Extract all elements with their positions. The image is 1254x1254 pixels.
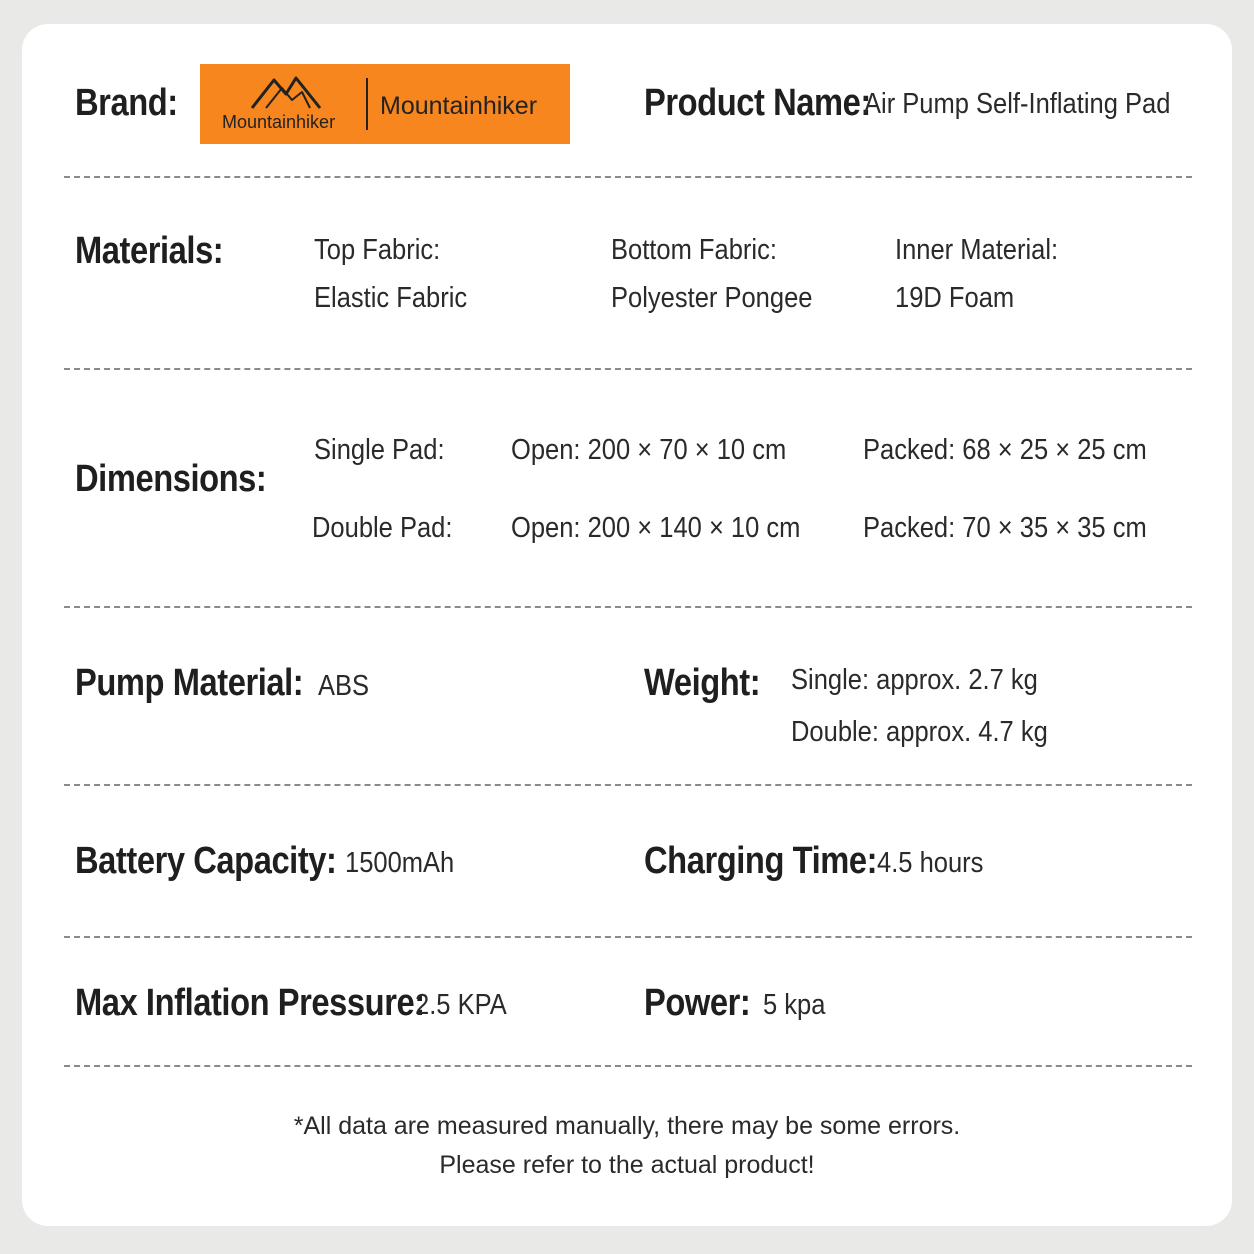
mountain-icon [248,72,324,112]
dimensions-label: Dimensions: [75,458,267,500]
dimension-name: Double Pad: [312,512,453,544]
spec-card [22,24,1232,1226]
charging-time-label: Charging Time: [644,840,878,882]
weight-single: Single: approx. 2.7 kg [791,664,1038,696]
material-value: 19D Foam [895,282,1015,314]
dimension-packed: Packed: 68 × 25 × 25 cm [863,434,1147,466]
max-inflation-pressure-value: 2.5 KPA [415,989,507,1021]
weight-double: Double: approx. 4.7 kg [791,716,1048,748]
logo-big-text: Mountainhiker [380,92,538,120]
power-value: 5 kpa [763,989,826,1021]
dimension-packed: Packed: 70 × 35 × 35 cm [863,512,1147,544]
pump-material-label: Pump Material: [75,662,304,704]
materials-label: Materials: [75,230,224,272]
divider [64,784,1192,786]
product-name-label: Product Name: [644,82,871,124]
divider [64,936,1192,938]
divider [64,368,1192,370]
power-label: Power: [644,982,751,1024]
material-value: Polyester Pongee [611,282,813,314]
divider [64,176,1192,178]
material-name: Top Fabric: [314,234,441,266]
dimension-name: Single Pad: [314,434,445,466]
battery-capacity-value: 1500mAh [345,847,455,879]
brand-logo [200,64,570,144]
footnote-line-2: Please refer to the actual product! [439,1151,815,1179]
pump-material-value: ABS [318,670,370,702]
logo-divider [366,78,368,130]
material-name: Inner Material: [895,234,1059,266]
battery-capacity-label: Battery Capacity: [75,840,337,882]
divider [64,1065,1192,1067]
dimension-open: Open: 200 × 70 × 10 cm [511,434,787,466]
brand-label: Brand: [75,82,178,124]
material-name: Bottom Fabric: [611,234,777,266]
footnote-line-1: *All data are measured manually, there may be some errors. [293,1112,961,1140]
logo-small-text: Mountainhiker [222,112,336,132]
weight-label: Weight: [644,662,761,704]
product-name-value: Air Pump Self-Inflating Pad [864,88,1171,120]
max-inflation-pressure-label: Max Inflation Pressure: [75,982,425,1024]
dimension-open: Open: 200 × 140 × 10 cm [511,512,801,544]
material-value: Elastic Fabric [314,282,468,314]
divider [64,606,1192,608]
charging-time-value: 4.5 hours [877,847,984,879]
